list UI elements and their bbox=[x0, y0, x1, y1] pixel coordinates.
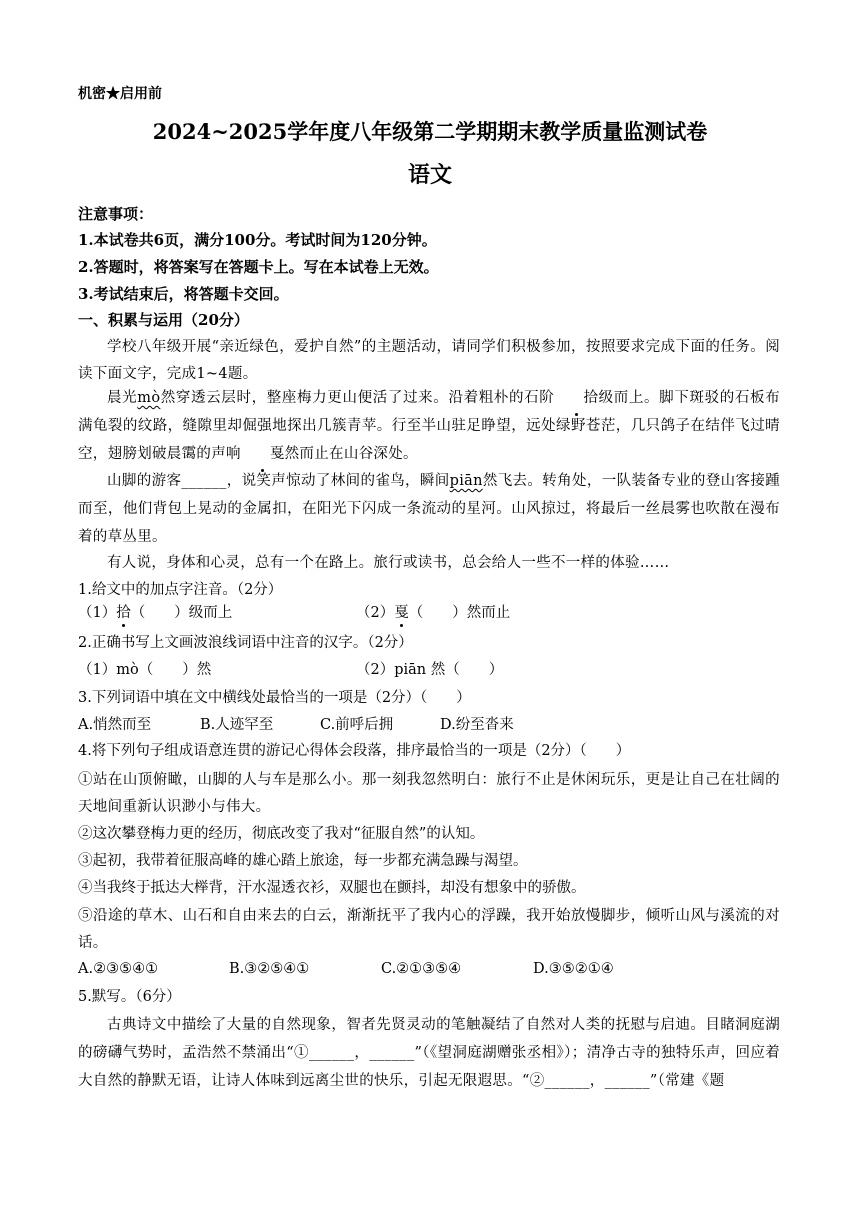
question-2-stem: 2.正确书写上文画波浪线词语中注音的汉字。（2分） bbox=[78, 635, 413, 651]
question-4-sentence-1: ①站在山顶俯瞰，山脚的人与车是那么小。那一刻我忽然明白：旅行不止是休闲玩乐，更是让自己在壮阔的天地间重新认识渺小与伟大。 bbox=[78, 772, 780, 815]
item-number: （1） bbox=[78, 605, 117, 621]
question-4-sentence-3: ③起初，我带着征服高峰的雄心踏上旅途，每一步都充满急躁与渴望。 bbox=[78, 853, 528, 869]
passage-paragraph-3: 有人说，身体和心灵，总有一个在路上。旅行或读书，总会给人一些不一样的体验…… bbox=[107, 555, 670, 571]
question-4-option-d: D.③⑤②①④ bbox=[533, 961, 614, 977]
passage-text: 山脚的游客 bbox=[107, 473, 182, 489]
notice-item-2: 2.答题时，将答案写在答题卡上。写在本试卷上无效。 bbox=[78, 258, 439, 276]
passage-text: 级而上。脚下斑驳的石板布满龟裂的纹路，缝隙里却倔强地探出几簇青苹。行至半山驻足睁望，远处绿野苍茫，几只鸽子在结伴飞过晴空，翅膀划破晨霭的声响 bbox=[78, 390, 780, 462]
question-4-sentence-2: ②这次攀登梅力更的经历，彻底改变了我对“征服自然”的认知。 bbox=[78, 826, 485, 842]
question-3-option-c: C.前呼后拥 bbox=[320, 717, 394, 733]
item-text: （ ）然而止 bbox=[408, 605, 511, 621]
item-number: （2） bbox=[356, 605, 395, 621]
question-4-sentence-5: ⑤沿途的草木、山石和自由来去的白云，渐渐抚平了我内心的浮躁，我开始放慢脚步，倾听山风与溪流的对话。 bbox=[78, 908, 780, 951]
page-title: 2024~2025学年度八年级第二学期期末教学质量监测试卷 bbox=[152, 119, 708, 144]
fill-blank: ______ bbox=[181, 473, 227, 489]
question-5-stem: 5.默写。（6分） bbox=[78, 989, 181, 1005]
question-2-item-1: （1）mò（ ）然 bbox=[78, 662, 212, 678]
question-3-option-b: B.人迹罕至 bbox=[200, 717, 274, 733]
section-intro: 学校八年级开展“亲近绿色，爱护自然”的主题活动，请同学们积极参加，按照要求完成下面的任务。阅读下面文字，完成1~4题。 bbox=[78, 339, 780, 382]
item-text: （ ）级而上 bbox=[130, 605, 233, 621]
dotted-char: 拾 bbox=[554, 384, 598, 412]
question-3-stem: 3.下列词语中填在文中横线处最恰当的一项是（2分）（ ） bbox=[78, 690, 471, 706]
confidential-label: 机密★启用前 bbox=[78, 86, 162, 102]
pinyin-wavy: piān bbox=[449, 473, 483, 489]
question-3-option-a: A.悄然而至 bbox=[78, 717, 152, 733]
dotted-char: 戛 bbox=[394, 605, 409, 621]
section-heading: 一、积累与运用（20分） bbox=[78, 311, 249, 329]
notice-heading: 注意事项： bbox=[78, 205, 154, 223]
passage-text: 然而止在山谷深处。 bbox=[284, 446, 418, 462]
dotted-char: 拾 bbox=[116, 605, 131, 621]
question-1-stem: 1.给文中的加点字注音。（2分） bbox=[78, 582, 283, 598]
notice-item-3: 3.考试结束后，将答题卡交回。 bbox=[78, 285, 289, 303]
notice-item-1: 1.本试卷共6页，满分100分。考试时间为120分钟。 bbox=[78, 231, 437, 249]
passage-paragraph-1 bbox=[78, 384, 780, 468]
question-4-option-b: B.③②⑤④① bbox=[229, 961, 310, 977]
question-2-item-2: （2）piān 然（ ） bbox=[356, 662, 504, 678]
question-5-text: 古典诗文中描绘了大量的自然现象，智者先贤灵动的笔触凝结了自然对人类的抚慰与启迪。目睹洞庭湖的磅礴气势时，孟浩然不禁涌出“①______，______”（《望洞庭湖赠张丞相》）；清净古寺的独特乐声，回应着大自然的静默无语，让诗人体味到远离尘世的快乐，引起无限遐思。“②______，______”（常建《题 bbox=[78, 1017, 780, 1089]
passage-text: ，说笑声惊动了林间的雀鸟，瞬间 bbox=[226, 473, 450, 489]
pinyin-wavy: mò bbox=[137, 390, 161, 406]
question-4-option-c: C.②①③⑤④ bbox=[381, 961, 462, 977]
passage-text: 晨光 bbox=[107, 390, 138, 406]
question-3-option-d: D.纷至沓来 bbox=[440, 717, 514, 733]
question-1-item-1 bbox=[78, 603, 232, 623]
passage-paragraph-2 bbox=[78, 467, 780, 551]
subject-title: 语文 bbox=[407, 162, 452, 188]
dotted-char: 戛 bbox=[241, 440, 285, 468]
question-4-option-a: A.②③⑤④① bbox=[78, 961, 159, 977]
passage-text: 然穿透云层时，整座梅力更山便活了过来。沿着粗朴的石阶 bbox=[160, 390, 555, 406]
question-4-sentence-4: ④当我终于抵达大榉背，汗水湿透衣衫，双腿也在颤抖，却没有想象中的骄傲。 bbox=[78, 880, 586, 896]
question-1-item-2 bbox=[356, 603, 510, 623]
passage-text: 然飞去。转角处，一队装备专业的登山客接踵而至，他们背包上晃动的金属扣，在阳光下闪成一条流动的星河。山风掠过，将最后一丝晨雾也吹散在漫布着的草丛里。 bbox=[78, 473, 781, 545]
question-4-stem: 4.将下列句子组成语意连贯的游记心得体会段落，排序最恰当的一项是（2分）（ ） bbox=[78, 743, 631, 759]
